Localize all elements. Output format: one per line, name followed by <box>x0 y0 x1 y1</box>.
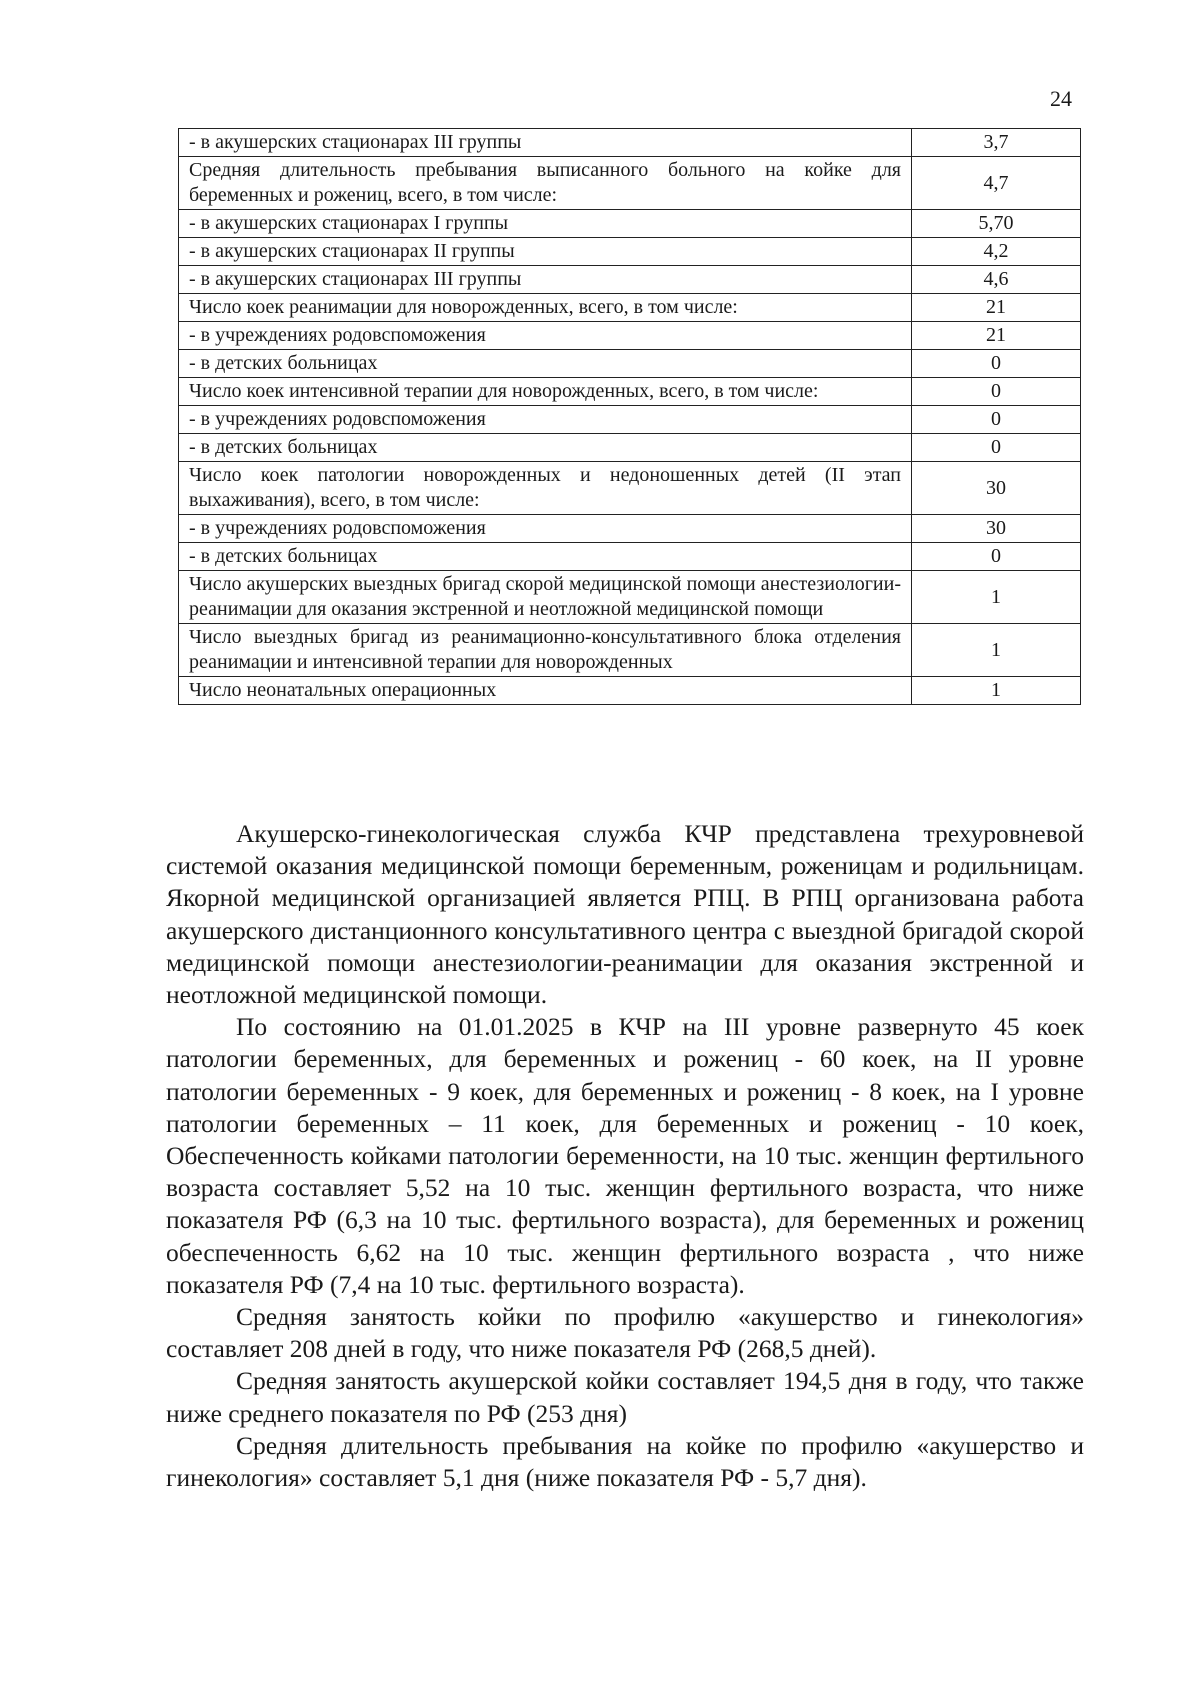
body-text <box>166 818 1084 1494</box>
table-row <box>179 624 1081 677</box>
table-row <box>179 294 1081 322</box>
row-value: 0 <box>912 543 1081 571</box>
table-row <box>179 266 1081 294</box>
row-value: 1 <box>912 571 1081 624</box>
row-value: 3,7 <box>912 129 1081 157</box>
table-row <box>179 571 1081 624</box>
table-row <box>179 677 1081 705</box>
row-label: Число коек реанимации для новорожденных, всего, в том числе: <box>179 294 912 322</box>
row-value: 4,7 <box>912 157 1081 210</box>
row-value: 4,2 <box>912 238 1081 266</box>
row-label: - в акушерских стационарах III группы <box>179 266 912 294</box>
paragraph-bed-capacity: По состоянию на 01.01.2025 в КЧР на III уровне развернуто 45 коек патологии беременных, для беременных и рожениц - 60 коек, на II уровне патологии беременных - 9 коек, для беременных и рожениц - 8 коек, на I уровне патологии беременных – 11 коек, для беременных и рожениц - 10 коек, Обеспеченность койками патологии беременности, на 10 тыс. женщин фертильного возраста составляет 5,52 на 10 тыс. женщин фертильного возраста, что ниже показателя РФ (6,3 на 10 тыс. фертильного возраста), для беременных и рожениц обеспеченность 6,62 на 10 тыс. женщин фертильного возраста , что ниже показателя РФ (7,4 на 10 тыс. фертильного возраста). <box>166 1012 1084 1299</box>
table-row <box>179 322 1081 350</box>
row-label: - в учреждениях родовспоможения <box>179 406 912 434</box>
row-value: 0 <box>912 378 1081 406</box>
row-value: 21 <box>912 294 1081 322</box>
table-row <box>179 406 1081 434</box>
row-value: 1 <box>912 677 1081 705</box>
table-row <box>179 157 1081 210</box>
row-label: - в учреждениях родовспоможения <box>179 515 912 543</box>
row-value: 21 <box>912 322 1081 350</box>
row-label: Число коек патологии новорожденных и недоношенных детей (II этап выхаживания), всего, в том числе: <box>179 462 912 515</box>
row-value: 4,6 <box>912 266 1081 294</box>
row-value: 0 <box>912 350 1081 378</box>
page-number: 24 <box>1050 86 1072 111</box>
row-label: - в акушерских стационарах II группы <box>179 238 912 266</box>
row-label: Число выездных бригад из реанимационно-консультативного блока отделения реанимации и интенсивной терапии для новорожденных <box>179 624 912 677</box>
row-value: 30 <box>912 515 1081 543</box>
table-row <box>179 129 1081 157</box>
table-row <box>179 378 1081 406</box>
paragraph-bed-occupancy: Средняя занятость койки по профилю «акушерство и гинекология» составляет 208 дней в году, что ниже показателя РФ (268,5 дней). <box>166 1302 1084 1364</box>
row-value: 0 <box>912 406 1081 434</box>
row-value: 0 <box>912 434 1081 462</box>
row-label: - в учреждениях родовспоможения <box>179 322 912 350</box>
row-label: - в детских больницах <box>179 350 912 378</box>
table-row <box>179 462 1081 515</box>
row-label: Число неонатальных операционных <box>179 677 912 705</box>
paragraph-obstetric-bed-occupancy: Средняя занятость акушерской койки составляет 194,5 дня в году, что также ниже среднего показателя по РФ (253 дня) <box>166 1366 1084 1428</box>
row-label: - в детских больницах <box>179 434 912 462</box>
table-row <box>179 515 1081 543</box>
row-label: - в детских больницах <box>179 543 912 571</box>
statistics-table <box>178 128 1081 705</box>
table-row <box>179 434 1081 462</box>
row-value: 1 <box>912 624 1081 677</box>
row-label: Число коек интенсивной терапии для новорожденных, всего, в том числе: <box>179 378 912 406</box>
row-label: Число акушерских выездных бригад скорой медицинской помощи анестезиологии-реанимации для оказания экстренной и неотложной медицинской помощи <box>179 571 912 624</box>
table-row <box>179 543 1081 571</box>
paragraph-obstetric-service: Акушерско-гинекологическая служба КЧР представлена трехуровневой системой оказания медицинской помощи беременным, роженицам и родильницам. Якорной медицинской организацией является РПЦ. В РПЦ организована работа акушерского дистанционного консультативного центра с выездной бригадой скорой медицинской помощи анестезиологии-реанимации для оказания экстренной и неотложной медицинской помощи. <box>166 819 1084 1010</box>
table-row <box>179 210 1081 238</box>
table-row <box>179 350 1081 378</box>
row-value: 30 <box>912 462 1081 515</box>
row-label: Средняя длительность пребывания выписанного больного на койке для беременных и рожениц, всего, в том числе: <box>179 157 912 210</box>
row-value: 5,70 <box>912 210 1081 238</box>
paragraph-length-of-stay: Средняя длительность пребывания на койке по профилю «акушерство и гинекология» составляет 5,1 дня (ниже показателя РФ - 5,7 дня). <box>166 1430 1084 1493</box>
table-row <box>179 238 1081 266</box>
row-label: - в акушерских стационарах III группы <box>179 129 912 157</box>
row-label: - в акушерских стационарах I группы <box>179 210 912 238</box>
